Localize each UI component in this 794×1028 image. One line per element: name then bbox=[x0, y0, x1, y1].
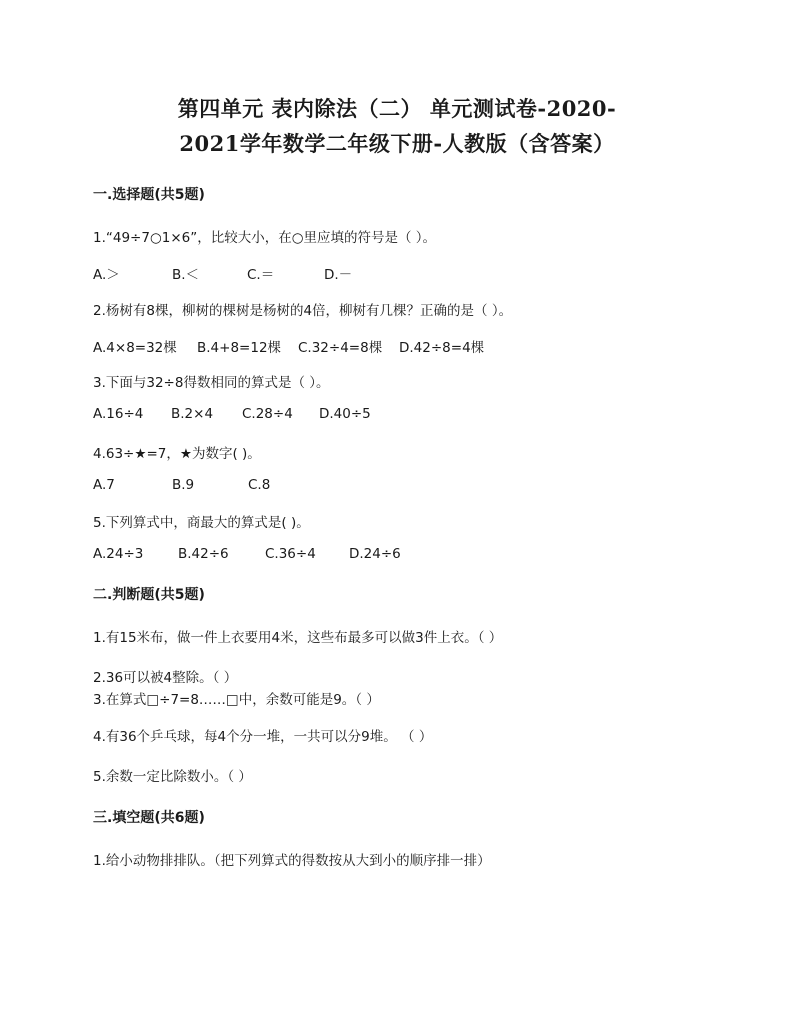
option: B.2×4 bbox=[171, 406, 214, 422]
judge-question-3: 3.在算式□÷7=8……□中，余数可能是9。（ ） bbox=[93, 692, 380, 708]
option: D.－ bbox=[324, 267, 353, 283]
choice-question-2: 2.杨树有8棵，柳树的棵树是杨树的4倍，柳树有几棵？正确的是（ ）。 bbox=[93, 303, 513, 319]
option: D.24÷6 bbox=[349, 546, 401, 562]
fill-question-1: 1.给小动物排排队。（把下列算式的得数按从大到小的顺序排一排） bbox=[93, 853, 491, 869]
judge-question-5: 5.余数一定比除数小。（ ） bbox=[93, 769, 252, 785]
choice-question-3: 3.下面与32÷8得数相同的算式是（ ）。 bbox=[93, 375, 330, 391]
option: B.4+8=12棵 bbox=[197, 340, 282, 356]
document-title-line-2: 2021学年数学二年级下册-人教版（含答案） bbox=[179, 131, 615, 156]
option: A.4×8=32棵 bbox=[93, 340, 177, 356]
option: C.28÷4 bbox=[242, 406, 293, 422]
section-heading-judge: 二.判断题(共5题) bbox=[93, 587, 205, 603]
document-title-line-1: 第四单元 表内除法（二） 单元测试卷-2020- bbox=[177, 96, 617, 121]
choice-question-4: 4.63÷★=7，★为数字( )。 bbox=[93, 446, 261, 462]
option: D.40÷5 bbox=[319, 406, 371, 422]
option: B.＜ bbox=[172, 267, 200, 283]
option: C.36÷4 bbox=[265, 546, 316, 562]
option: C.8 bbox=[248, 477, 271, 493]
judge-question-4: 4.有36个乒乓球，每4个分一堆，一共可以分9堆。 （ ） bbox=[93, 729, 433, 745]
judge-question-2: 2.36可以被4整除。（ ） bbox=[93, 670, 238, 686]
option: A.16÷4 bbox=[93, 406, 144, 422]
section-heading-fill: 三.填空题(共6题) bbox=[93, 810, 205, 826]
option: A.24÷3 bbox=[93, 546, 144, 562]
option: C.32÷4=8棵 bbox=[298, 340, 383, 356]
option: A.＞ bbox=[93, 267, 120, 283]
option: B.42÷6 bbox=[178, 546, 229, 562]
option: A.7 bbox=[93, 477, 115, 493]
choice-question-5: 5.下列算式中，商最大的算式是( )。 bbox=[93, 515, 310, 531]
choice-question-1: 1.“49÷7○1×6”，比较大小，在○里应填的符号是（ ）。 bbox=[93, 230, 437, 246]
section-heading-choice: 一.选择题(共5题) bbox=[93, 187, 205, 203]
option: C.＝ bbox=[247, 267, 275, 283]
option: B.9 bbox=[172, 477, 195, 493]
judge-question-1: 1.有15米布，做一件上衣要用4米，这些布最多可以做3件上衣。（ ） bbox=[93, 630, 503, 646]
option: D.42÷8=4棵 bbox=[399, 340, 485, 356]
